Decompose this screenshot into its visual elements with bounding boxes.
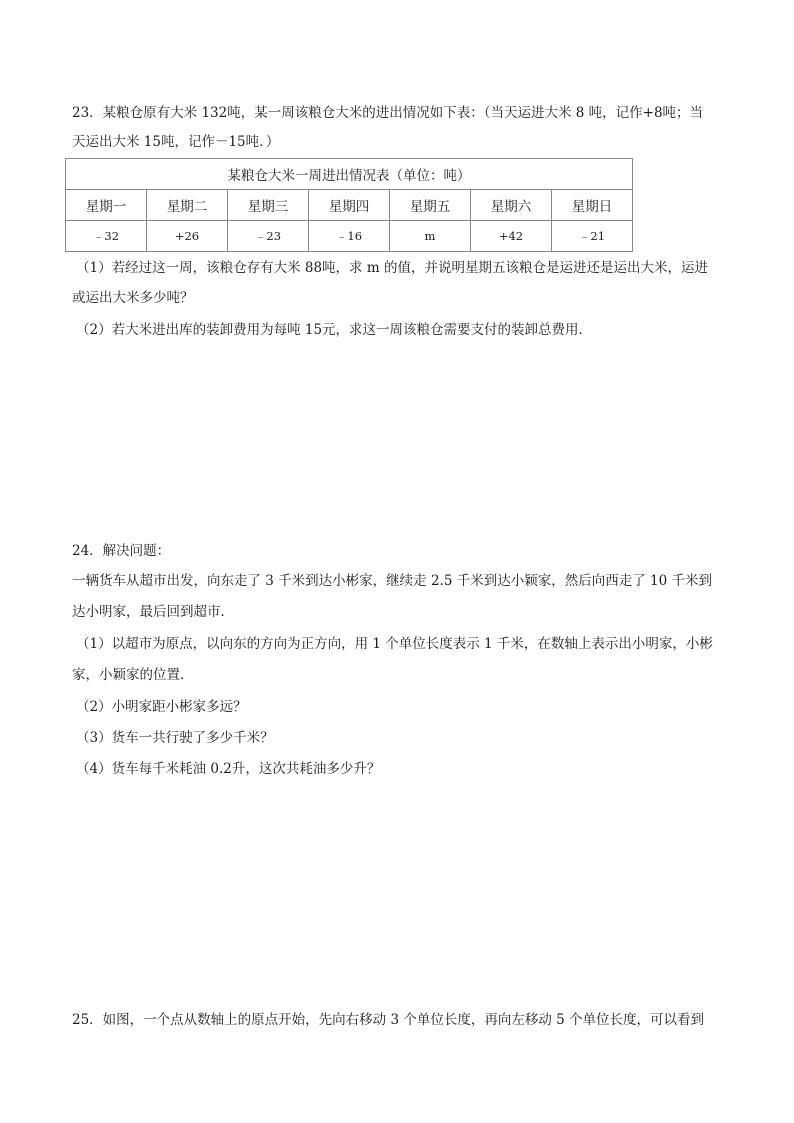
q24-part1-line1: （1）以超市为原点，以向东的方向为正方向，用 1 个单位长度表示 1 千米，在数轴上表示出小明家，小彬 bbox=[76, 636, 713, 652]
rice-inventory-table bbox=[65, 158, 633, 252]
value-cell: m bbox=[390, 221, 471, 252]
value-cell: +42 bbox=[471, 221, 552, 252]
table-header-row bbox=[66, 190, 633, 221]
q24-text-line1: 一辆货车从超市出发，向东走了 3 千米到达小彬家，继续走 2.5 千米到达小颖家，然后向西走了 10 千米到 bbox=[72, 573, 712, 589]
q24-part3: （3）货车一共行驶了多少千米？ bbox=[76, 730, 274, 746]
q24-part1-line2: 家，小颖家的位置． bbox=[72, 667, 194, 683]
header-cell: 星期六 bbox=[471, 190, 552, 221]
q24-part2: （2）小明家距小彬家多远？ bbox=[76, 699, 247, 715]
header-cell: 星期四 bbox=[309, 190, 390, 221]
value-cell: ﹣32 bbox=[66, 221, 147, 252]
table-caption: 某粮仓大米一周进出情况表（单位：吨） bbox=[66, 159, 633, 190]
q23-text-line2: 天运出大米 15吨，记作－15吨．） bbox=[72, 134, 280, 150]
q24-text-line2: 达小明家，最后回到超市． bbox=[72, 604, 234, 620]
value-cell: +26 bbox=[147, 221, 228, 252]
value-cell: ﹣23 bbox=[228, 221, 309, 252]
q23-part2: （2）若大米进出库的装卸费用为每吨 15元，求这一周该粮仓需要支付的装卸总费用． bbox=[76, 322, 593, 338]
header-cell: 星期五 bbox=[390, 190, 471, 221]
header-cell: 星期一 bbox=[66, 190, 147, 221]
table-value-row bbox=[66, 221, 633, 252]
value-cell: ﹣16 bbox=[309, 221, 390, 252]
q23-part1-line1: （1）若经过这一周，该粮仓存有大米 88吨，求 m 的值，并说明星期五该粮仓是运进还是运出大米，运进 bbox=[76, 260, 708, 276]
value-cell: ﹣21 bbox=[552, 221, 633, 252]
header-cell: 星期三 bbox=[228, 190, 309, 221]
q25-text-line1: 25．如图，一个点从数轴上的原点开始，先向右移动 3 个单位长度，再向左移动 5 个单位长度，可以看到 bbox=[72, 1012, 705, 1028]
q24-title: 24．解决问题： bbox=[72, 543, 171, 559]
q23-part1-line2: 或运出大米多少吨？ bbox=[72, 290, 194, 306]
q23-text-line1: 23．某粮仓原有大米 132吨，某一周该粮仓大米的进出情况如下表：（当天运进大米 8 吨，记作+8吨；当 bbox=[72, 105, 704, 121]
header-cell: 星期日 bbox=[552, 190, 633, 221]
q24-part4: （4）货车每千米耗油 0.2升，这次共耗油多少升？ bbox=[76, 761, 381, 777]
header-cell: 星期二 bbox=[147, 190, 228, 221]
